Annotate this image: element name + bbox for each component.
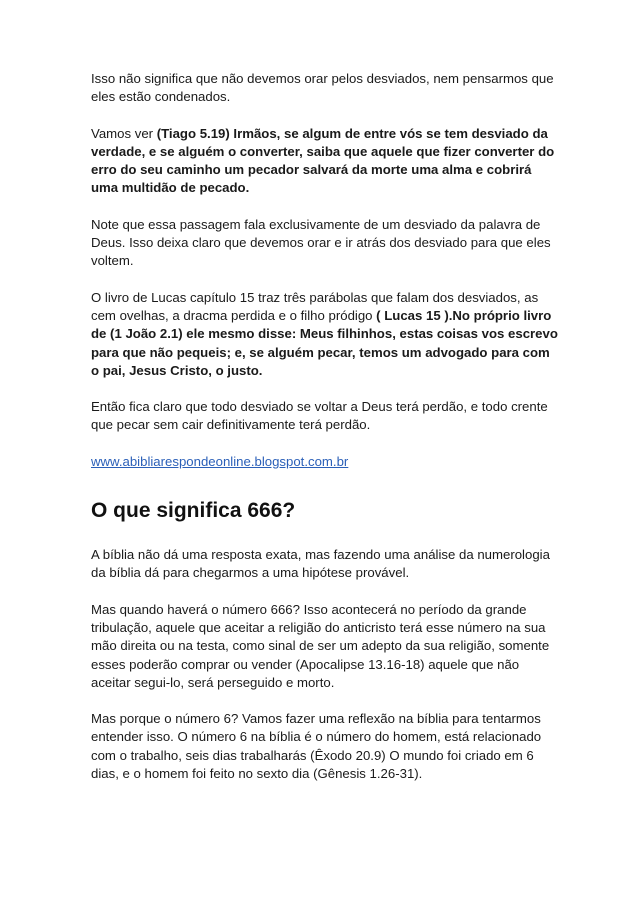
paragraph-tiago — [91, 125, 561, 198]
website-link[interactable]: www.abibliarespondeonline.blogspot.com.br — [91, 453, 349, 469]
paragraph-text: Isso não significa que não devemos orar pelos desviados, nem pensarmos que eles estão condenados. — [91, 71, 554, 105]
paragraph-tribulacao — [91, 601, 561, 692]
document-page — [91, 70, 561, 801]
paragraph-text: Note que essa passagem fala exclusivamente de um desviado da palavra de Deus. Isso deixa claro que devemos orar e ir atrás dos desviado para que eles voltem. — [91, 216, 551, 269]
paragraph-lucas — [91, 289, 561, 380]
paragraph-note — [91, 216, 561, 271]
paragraph-intro: O livro de Lucas capítulo 15 traz três parábolas que falam dos desviados, as cem ovelhas, a dracma perdida e o filho pródigo — [91, 289, 539, 323]
section-heading: O que significa 666? — [91, 499, 296, 523]
paragraph-desviados — [91, 70, 561, 107]
paragraph-text: Mas quando haverá o número 666? Isso acontecerá no período da grande tribulação, aquele que aceitar a religião do anticristo terá esse número na sua mão direita ou na testa, como sinal de ser um adepto da sua religião, somente esses poderão comprar ou vender (Apocalipse 13.16-18) aquele que não aceitar segui-lo, será perseguido e morto. — [91, 601, 550, 690]
paragraph-numerologia — [91, 546, 561, 583]
paragraph-numero-6 — [91, 710, 561, 783]
link-paragraph — [91, 453, 561, 471]
paragraph-text: Mas porque o número 6? Vamos fazer uma reflexão na bíblia para tentarmos entender isso. O número 6 na bíblia é o número do homem, está relacionado com o trabalho, seis dias trabalharás (Êxodo 20.9) O mundo foi criado em 6 dias, e o homem foi feito no sexto dia (Gênesis 1.26-31). — [91, 711, 542, 782]
bible-quote-tiago: (Tiago 5.19) Irmãos, se algum de entre vós se tem desviado da verdade, e se alguém o converter, saiba que aquele que fizer converter do erro do seu caminho um pecador salvará da morte uma alma e cobrirá uma multidão de pecado. — [91, 125, 555, 196]
paragraph-text: Então fica claro que todo desviado se voltar a Deus terá perdão, e todo crente que pecar sem cair definitivamente terá perdão. — [91, 399, 548, 433]
paragraph-conclusion — [91, 398, 561, 435]
paragraph-intro: Vamos ver — [91, 125, 157, 141]
bible-quote-joao: ( Lucas 15 ).No próprio livro de (1 João 2.1) ele mesmo disse: Meus filhinhos, estas coisas vos escrevo para que não pequeis; e, se alguém pecar, temos um advogado para com o pai, Jesus Cristo, o justo. — [91, 307, 558, 378]
paragraph-text: A bíblia não dá uma resposta exata, mas fazendo uma análise da numerologia da bíblia dá para chegarmos a uma hipótese provável. — [91, 547, 550, 581]
